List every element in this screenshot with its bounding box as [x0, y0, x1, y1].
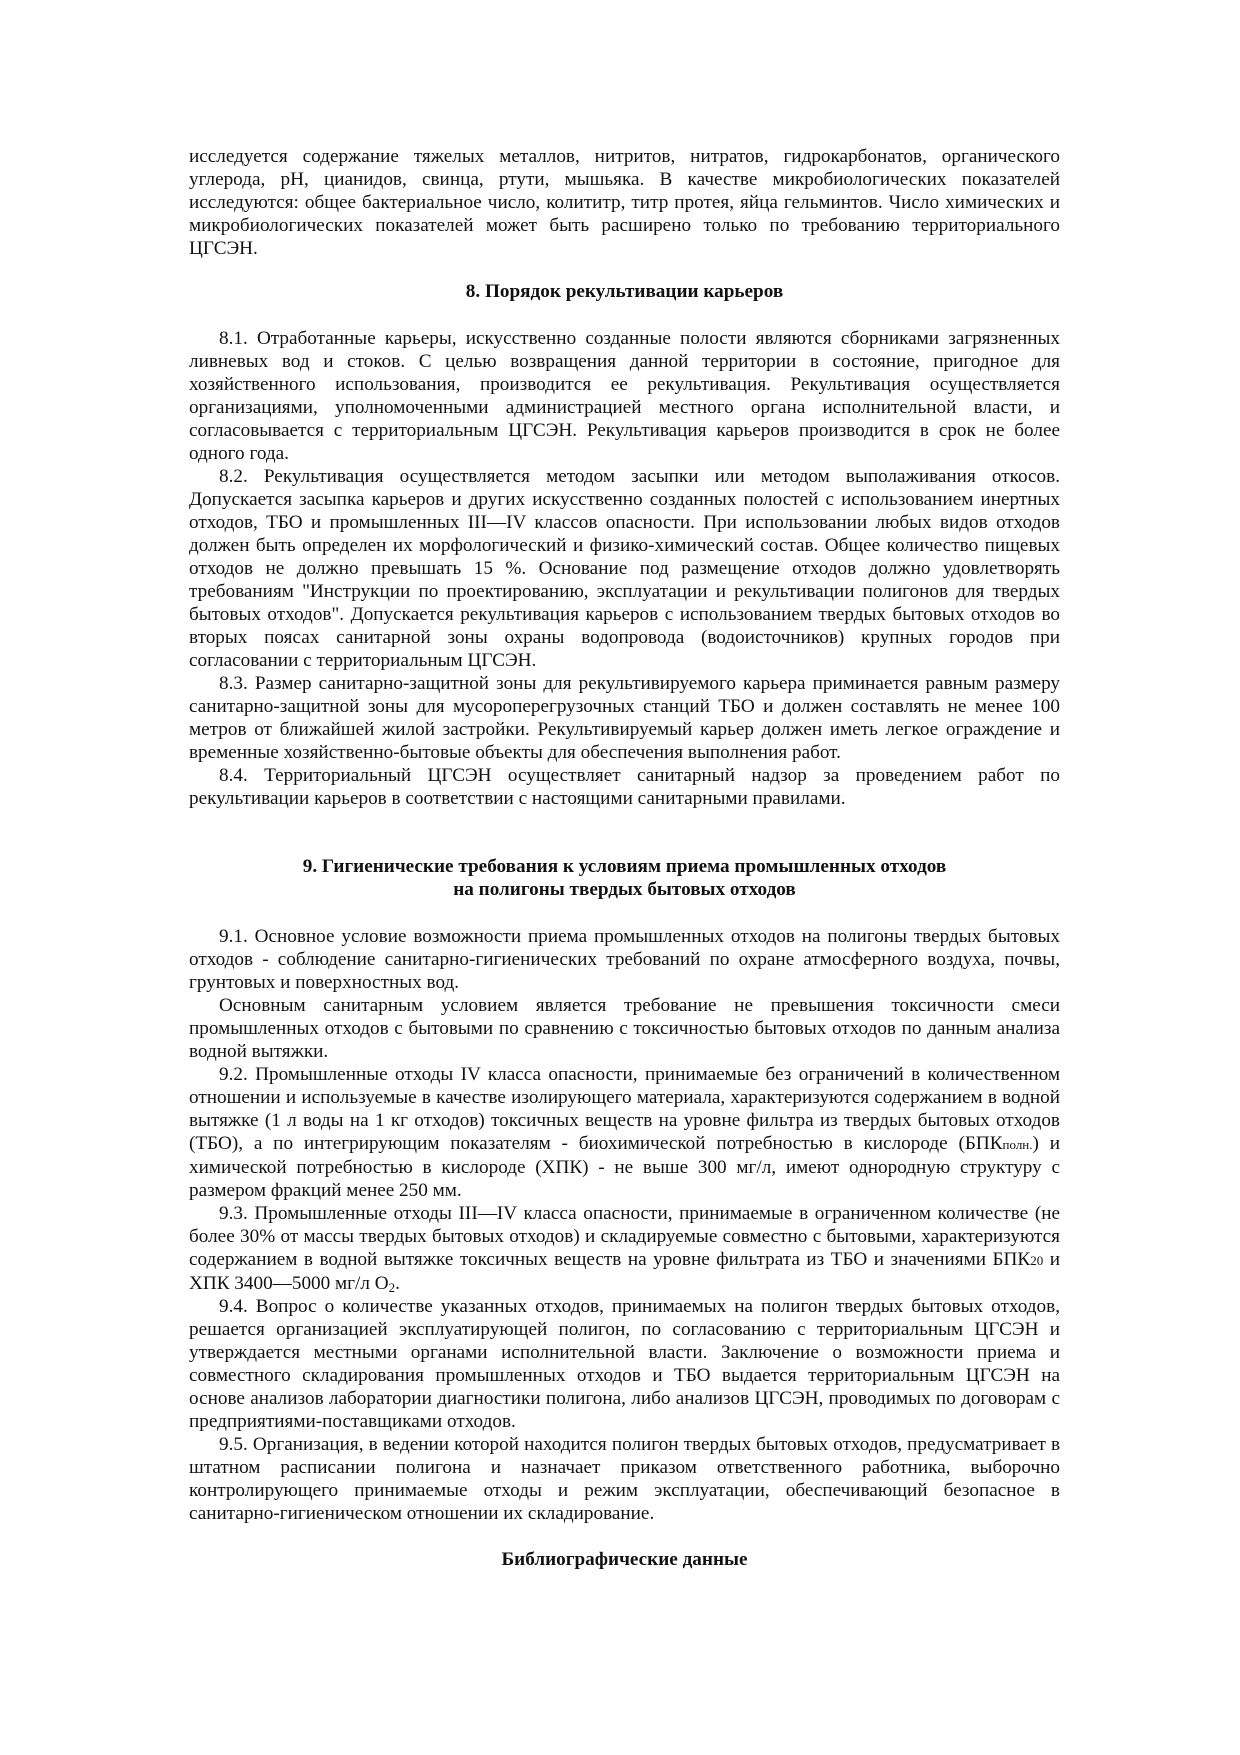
paragraph-9-4: 9.4. Вопрос о количестве указанных отходов, принимаемых на полигон твердых бытовых отходов, решается организацией эксплуатирующей полигон, по согласованию с территориальным ЦГСЭН и утверждается местными органами исполнительной власти. Заключение о возможности приема и совместного складирования промышленных отходов и ТБО выдается территориальным ЦГСЭН на основе анализов лаборатории диагностики полигона, либо анализов ЦГСЭН, проводимых по договорам с предприятиями-поставщиками отходов. [189, 1296, 1060, 1432]
bpk20-subscript: 20 [1030, 1253, 1044, 1268]
paragraph-8-4: 8.4. Территориальный ЦГСЭН осуществляет санитарный надзор за проведением работ по рекультивации карьеров в соответствии с настоящими санитарными правилами. [189, 765, 1060, 809]
o2-subscript: 2 [388, 1280, 396, 1295]
section-9-heading-line-1: 9. Гигиенические требования к условиям приема промышленных отходов [302, 856, 947, 877]
paragraph-9-5: 9.5. Организация, в ведении которой находится полигон твердых бытовых отходов, предусматривает в штатном расписании полигона и назначает приказом ответственного работника, выборочно контролирующего принимаемые отходы и режим эксплуатации, обеспечивающий безопасное в санитарно-гигиеническом отношении их складирование. [189, 1434, 1060, 1524]
intro-paragraph: исследуется содержание тяжелых металлов, нитритов, нитратов, гидрокарбонатов, органического углерода, pH, цианидов, свинца, ртути, мышьяка. В качестве микробиологических показателей исследуются: общее бактериальное число, колититр, титр протея, яйца гельминтов. Число химических и микробиологических показателей может быть расширено только по требованию территориального ЦГСЭН. [189, 146, 1060, 259]
paragraph-9-1-continued: Основным санитарным условием является требование не превышения токсичности смеси промышленных отходов с бытовыми по сравнению с токсичностью бытовых отходов по данным анализа водной вытяжки. [189, 995, 1060, 1062]
paragraph-9-2-text-a: 9.2. Промышленные отходы IV класса опасности, принимаемые без ограничений в количественном отношении и используемые в качестве изолирующего материала, характеризуются содержанием в водной вытяжке (1 л воды на 1 кг отходов) токсичных веществ на уровне фильтра из твердых бытовых отходов (ТБО), а по интегрирующим показателям - биохимической потребностью в кислороде (БПК [189, 1064, 1060, 1154]
paragraph-8-2: 8.2. Рекультивация осуществляется методом засыпки или методом выполаживания откосов. Допускается засыпка карьеров и других искусственно созданных полостей с использованием инертных отходов, ТБО и промышленных III—IV классов опасности. При использовании любых видов отходов должен быть определен их морфологический и физико-химический состав. Общее количество пищевых отходов не должно превышать 15 %. Основание под размещение отходов должно удовлетворять требованиям "Инструкции по проектированию, эксплуатации и рекультивации полигонов для твердых бытовых отходов". Допускается рекультивация карьеров с использованием твердых бытовых отходов во вторых поясах санитарной зоны охраны водопровода (водоисточников) крупных городов при согласовании с территориальным ЦГСЭН. [189, 466, 1060, 671]
bibliography-heading: Библиографические данные [501, 1549, 748, 1570]
paragraph-9-3-text-b: и ХПК 3400—5000 мг/л О [189, 1249, 1060, 1294]
section-9-heading-line-2: на полигоны твердых бытовых отходов [453, 879, 796, 900]
paragraph-9-1: 9.1. Основное условие возможности приема промышленных отходов на полигоны твердых бытовых отходов - соблюдение санитарно-гигиенических требований по охране атмосферного воздуха, почвы, грунтовых и поверхностных вод. [189, 926, 1060, 993]
paragraph-8-1: 8.1. Отработанные карьеры, искусственно созданные полости являются сборниками загрязненных ливневых вод и стоков. С целью возвращения данной территории в состояние, пригодное для хозяйственного использования, производится ее рекультивация. Рекультивация осуществляется организациями, уполномоченными администрацией местного органа исполнительной власти, и согласовывается с территориальным ЦГСЭН. Рекультивация карьеров производится в срок не более одного года. [189, 328, 1060, 464]
document-page [189, 145, 1060, 1571]
paragraph-9-3 [189, 1202, 1060, 1295]
paragraph-9-2 [189, 1063, 1060, 1202]
paragraph-9-2-text-b: ) и химической потребностью в кислороде (ХПК) - не выше 300 мг/л, имеют однородную структуру с размером фракций менее 250 мм. [189, 1133, 1060, 1201]
bpk-subscript: полн. [1002, 1137, 1033, 1152]
section-8-heading: 8. Порядок рекультивации карьеров [465, 281, 784, 302]
paragraph-8-3: 8.3. Размер санитарно-защитной зоны для рекультивируемого карьера приминается равным размеру санитарно-защитной зоны для мусороперегрузочных станций ТБО и должен составлять не менее 100 метров от ближайшей жилой застройки. Рекультивируемый карьер должен иметь легкое ограждение и временные хозяйственно-бытовые объекты для обеспечения выполнения работ. [189, 673, 1060, 763]
section-9-heading [189, 855, 1060, 901]
paragraph-9-3-text-c: . [395, 1273, 400, 1294]
paragraph-9-3-text-a: 9.3. Промышленные отходы III—IV класса опасности, принимаемые в ограниченном количестве (не более 30% от массы твердых бытовых отходов) и складируемые совместно с бытовыми, характеризуются содержанием в водной вытяжке токсичных веществ на уровне фильтрата из ТБО и значениями БПК [189, 1203, 1060, 1270]
